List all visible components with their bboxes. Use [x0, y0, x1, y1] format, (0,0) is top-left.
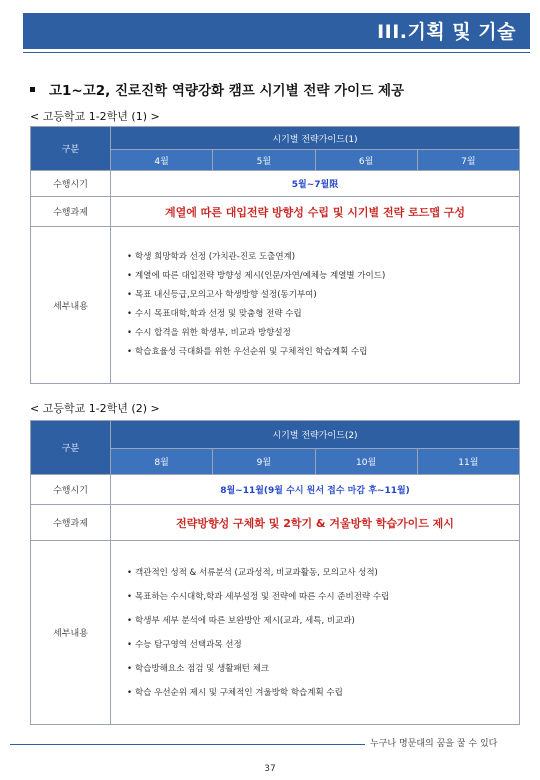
table2-caption: < 고등학교 1-2학년 (2) > — [30, 402, 160, 415]
footer-divider — [10, 744, 365, 745]
table2-col-header: 구분 — [31, 421, 111, 475]
table1-col-header: 구분 — [31, 127, 111, 171]
list-item: • 수시 합격을 위한 학생부, 비교과 방향설정 — [127, 324, 519, 343]
table2-task-value: 전략방향성 구체화 및 2학기 & 겨울방학 학습가이드 제시 — [111, 505, 520, 541]
table1-month: 4월 — [111, 150, 213, 171]
table1-detail-label: 세부내용 — [31, 227, 111, 384]
table2-month: 9월 — [213, 449, 315, 475]
list-item: • 수능 탐구영역 선택과목 선정 — [127, 633, 519, 657]
table2-period-label: 수행시기 — [31, 475, 111, 505]
table2-month: 8월 — [111, 449, 213, 475]
table1-detail-list — [111, 248, 519, 362]
strategy-table-2 — [30, 420, 520, 725]
table1-month: 7월 — [417, 150, 519, 171]
list-item: • 학생부 세부 분석에 따른 보완방안 제시(교과, 세특, 비교과) — [127, 609, 519, 633]
table2-detail-label: 세부내용 — [31, 541, 111, 725]
table1-task-label: 수행과제 — [31, 197, 111, 227]
list-item: • 학생 희망학과 선정 (가치관-진로 도출연계) — [127, 248, 519, 267]
chapter-header-bar — [23, 13, 530, 49]
table1-month: 6월 — [315, 150, 417, 171]
list-item: • 학습 우선순위 제시 및 구체적인 겨울방학 학습계획 수립 — [127, 681, 519, 705]
table2-month: 11월 — [417, 449, 519, 475]
section-title — [30, 79, 404, 99]
table2-month: 10월 — [315, 449, 417, 475]
list-item: • 학습방해요소 점검 및 생활패턴 체크 — [127, 657, 519, 681]
list-item: • 목표하는 수시대학,학과 세부설정 및 전략에 따른 수시 준비전략 수립 — [127, 585, 519, 609]
table2-task-label: 수행과제 — [31, 505, 111, 541]
square-bullet-icon — [30, 87, 35, 92]
list-item: • 객관적인 성적 & 서류분석 (교과성적, 비교과활동, 모의고사 성적) — [127, 561, 519, 585]
page-number: 37 — [264, 764, 276, 774]
chapter-title: III.기획 및 기술 — [377, 21, 516, 43]
list-item: • 학습효율성 극대화를 위한 우선순위 및 구체적인 학습계획 수립 — [127, 343, 519, 362]
list-item: • 계열에 따른 대입전략 방향성 제시(인문/자연/예체능 계열별 가이드) — [127, 267, 519, 286]
table1-task-value: 계열에 따른 대입전략 방향성 수립 및 시기별 전략 로드맵 구성 — [111, 197, 520, 227]
table1-caption: < 고등학교 1-2학년 (1) > — [30, 110, 160, 123]
table1-period-label: 수행시기 — [31, 171, 111, 197]
list-item: • 수시 목표대학,학과 선정 및 맞춤형 전략 수립 — [127, 305, 519, 324]
table2-period-value: 8월~11월(9월 수시 원서 접수 마감 후~11월) — [111, 475, 520, 505]
table2-group-header: 시기별 전략가이드(2) — [111, 421, 520, 449]
list-item: • 목표 내신등급,모의고사 학생방향 설정(동기부여) — [127, 286, 519, 305]
table1-detail-cell — [111, 227, 520, 384]
strategy-table-1 — [30, 126, 520, 384]
header-divider — [23, 52, 530, 53]
footer-slogan: 누구나 명문대의 꿈을 꿀 수 있다 — [370, 739, 498, 749]
table2-detail-cell — [111, 541, 520, 725]
table1-month: 5월 — [213, 150, 315, 171]
table1-group-header: 시기별 전략가이드(1) — [111, 127, 520, 150]
table1-period-value: 5월~7월限 — [111, 171, 520, 197]
table2-detail-list — [111, 561, 519, 705]
section-title-text: 고1~고2, 진로진학 역량강화 캠프 시기별 전략 가이드 제공 — [49, 83, 405, 99]
